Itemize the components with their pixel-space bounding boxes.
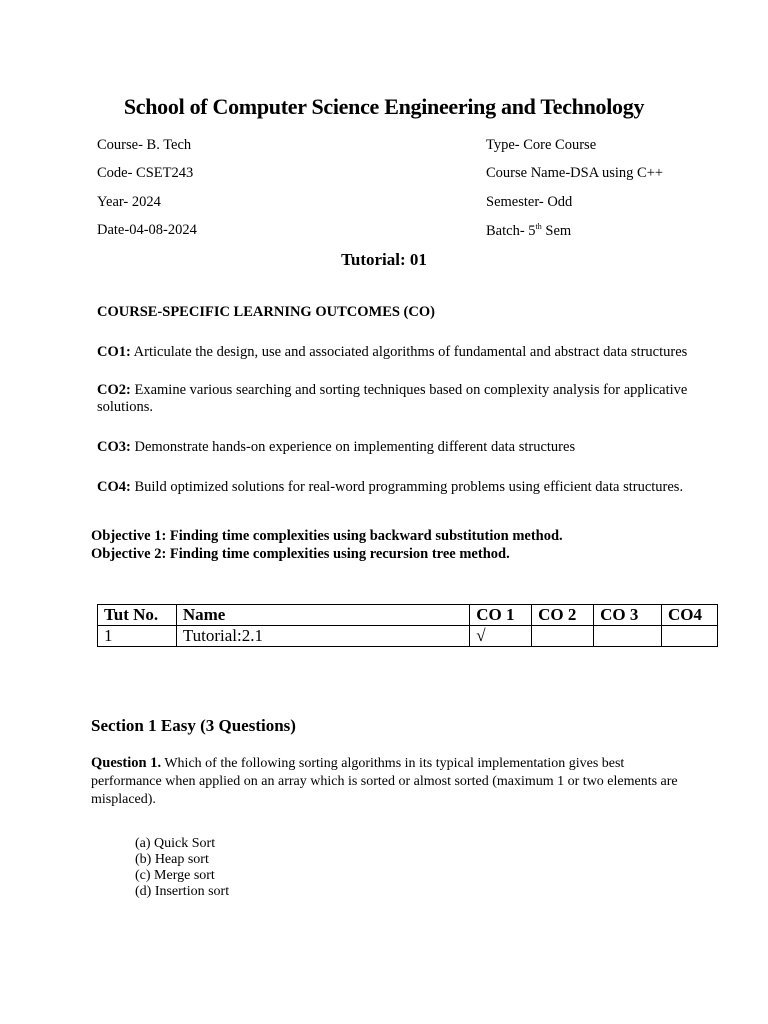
outcome-text: Build optimized solutions for real-word programming problems using efficient data structures. <box>130 479 684 495</box>
cell-co3 <box>594 626 662 647</box>
option-c: (c) Merge sort <box>135 868 215 883</box>
cell-co1: √ <box>470 626 532 647</box>
question-label: Question 1. <box>91 755 162 771</box>
outcome-text: Examine various searching and sorting techniques based on complexity analysis for applicative solutions. <box>97 382 688 415</box>
header-co4: CO4 <box>661 605 717 626</box>
header-co1: CO 1 <box>470 605 532 626</box>
outcome-label: CO1: <box>97 344 131 360</box>
section-title: Section 1 Easy (3 Questions) <box>91 716 296 735</box>
batch-label <box>486 222 571 240</box>
cell-co2 <box>532 626 594 647</box>
batch-superscript: th <box>535 222 542 231</box>
batch-suffix: Sem <box>541 222 572 239</box>
header-co3: CO 3 <box>594 605 662 626</box>
cell-name: Tutorial:2.1 <box>176 626 469 647</box>
cell-tut-no: 1 <box>98 626 177 647</box>
outcome-co4 <box>97 479 717 496</box>
year-label: Year- 2024 <box>97 194 161 210</box>
course-name-label: Course Name-DSA using C++ <box>486 165 664 181</box>
cell-co4 <box>661 626 717 647</box>
outcome-co3 <box>97 439 717 456</box>
outcome-label: CO3: <box>97 439 131 455</box>
table-row <box>98 626 718 647</box>
course-label: Course- B. Tech <box>97 137 192 153</box>
tutorial-table <box>97 604 718 647</box>
outcome-text: Demonstrate hands-on experience on implementing different data structures <box>130 439 576 455</box>
question-options <box>135 836 229 900</box>
semester-label: Semester- Odd <box>486 194 573 210</box>
header-tut-no: Tut No. <box>98 605 177 626</box>
date-label: Date-04-08-2024 <box>97 222 197 238</box>
option-a: (a) Quick Sort <box>135 836 216 851</box>
header-name: Name <box>176 605 469 626</box>
header-co2: CO 2 <box>532 605 594 626</box>
table-header-row <box>98 605 718 626</box>
objective-1: Objective 1: Finding time complexities using backward substitution method. <box>91 528 563 544</box>
outcome-text: Articulate the design, use and associated algorithms of fundamental and abstract data structures <box>130 344 688 360</box>
question-1 <box>91 754 681 809</box>
option-b: (b) Heap sort <box>135 852 209 867</box>
outcome-co1 <box>97 344 717 361</box>
type-label: Type- Core Course <box>486 137 597 153</box>
outcome-label: CO4: <box>97 479 131 495</box>
outcome-label: CO2: <box>97 382 131 398</box>
objective-2: Objective 2: Finding time complexities using recursion tree method. <box>91 546 510 562</box>
code-label: Code- CSET243 <box>97 165 194 181</box>
question-text: Which of the following sorting algorithms in its typical implementation gives best performance when applied on an array which is sorted or almost sorted (maximum 1 or two elements are misplaced). <box>91 756 678 807</box>
option-d: (d) Insertion sort <box>135 884 230 899</box>
batch-prefix: Batch- 5 <box>486 222 536 239</box>
tutorial-title: Tutorial: 01 <box>341 250 427 269</box>
outcomes-heading: COURSE-SPECIFIC LEARNING OUTCOMES (CO) <box>97 304 435 320</box>
page-title: School of Computer Science Engineering and Technology <box>123 94 645 119</box>
outcome-co2 <box>97 382 717 416</box>
